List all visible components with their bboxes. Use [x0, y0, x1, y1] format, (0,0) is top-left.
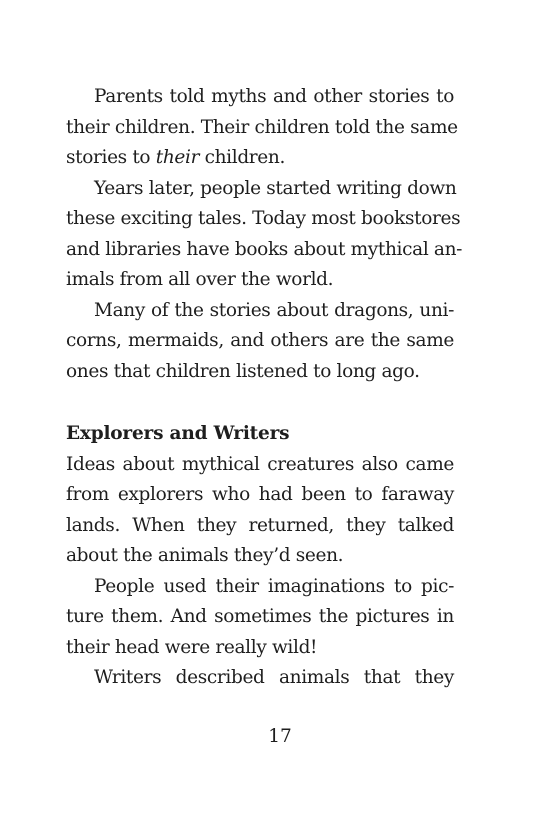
text-line: ones that children listened to long ago. [66, 360, 420, 382]
text-line: their head were really wild! [66, 636, 318, 658]
text-line: these exciting tales. Today most bookstores [66, 208, 461, 229]
text-line: ture them. And sometimes the pictures in [66, 606, 454, 627]
paragraph [66, 450, 454, 572]
page-body [66, 82, 463, 694]
emphasis-text: their [155, 147, 200, 168]
text-line: People used their imaginations to pic- [94, 575, 454, 597]
text-span: stories to [66, 147, 156, 168]
text-line: Parents told myths and other stories to [94, 86, 454, 107]
text-line [66, 143, 454, 174]
text-line: about the animals they’d seen. [66, 545, 344, 566]
paragraph [66, 663, 454, 694]
text-span: children. [199, 147, 285, 168]
section-heading: Explorers and Writers [66, 423, 290, 444]
text-line: Writers described animals that they [94, 667, 454, 688]
text-line: and libraries have books about mythical an- [66, 238, 463, 260]
text-line: Many of the stories about dragons, uni- [94, 299, 454, 321]
text-line: corns, mermaids, and others are the same [66, 330, 454, 351]
text-line: Years later, people started writing down [94, 177, 457, 199]
paragraph [66, 296, 454, 388]
paragraph [66, 82, 458, 174]
text-line: imals from all over the world. [66, 269, 334, 290]
page-number: 17 [268, 726, 292, 747]
text-line: Ideas about mythical creatures also came [66, 453, 454, 475]
paragraph [66, 174, 463, 296]
paragraph [66, 572, 454, 664]
text-line: from explorers who had been to faraway [66, 484, 454, 505]
text-line: their children. Their children told the same [66, 116, 458, 138]
section-spacer [66, 387, 454, 419]
text-line: lands. When they returned, they talked [66, 514, 454, 536]
